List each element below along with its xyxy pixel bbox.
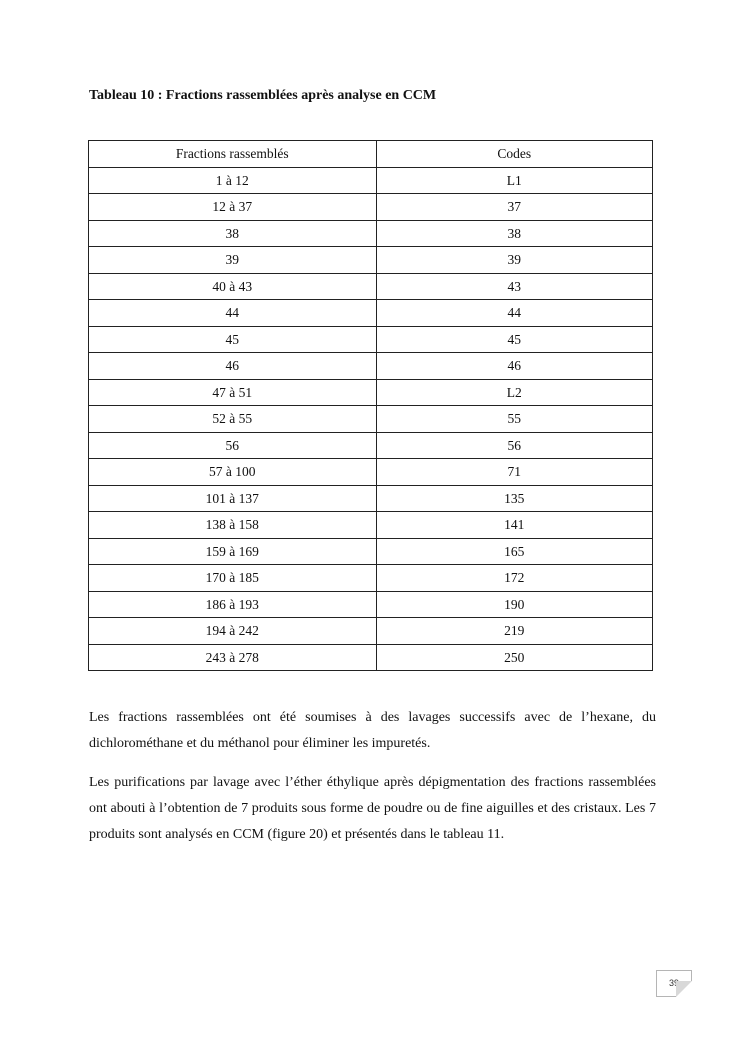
fraction-range-cell: 47 à 51	[89, 379, 377, 406]
page-number: 39	[668, 978, 679, 988]
table-row	[89, 247, 653, 274]
fraction-range-cell: 39	[89, 247, 377, 274]
fraction-range-cell: 159 à 169	[89, 538, 377, 565]
table-caption: Tableau 10 : Fractions rassemblées après analyse en CCM	[89, 88, 437, 103]
code-cell: 44	[376, 300, 653, 327]
fraction-range-cell: 38	[89, 220, 377, 247]
code-cell: 172	[376, 565, 653, 592]
fraction-range-cell: 45	[89, 326, 377, 353]
fraction-range-cell: 138 à 158	[89, 512, 377, 539]
fraction-range-cell: 46	[89, 353, 377, 380]
code-cell: 46	[376, 353, 653, 380]
code-cell: 219	[376, 618, 653, 645]
table-row	[89, 485, 653, 512]
table-row	[89, 406, 653, 433]
table-row	[89, 194, 653, 221]
table-row	[89, 565, 653, 592]
header-codes: Codes	[376, 141, 653, 168]
code-cell: 141	[376, 512, 653, 539]
paragraph-washing: Les fractions rassemblées ont été soumises à des lavages successifs avec de l’hexane, du dichlorométhane et du méthanol pour éliminer les impuretés.	[89, 710, 656, 751]
paragraph-purification: Les purifications par lavage avec l’éther éthylique après dépigmentation des fractions rassemblées ont abouti à l’obtention de 7 produits sous forme de poudre ou de fine aiguilles et des cristaux. Les 7 produits sont analysés en CCM (figure 20) et présentés dans le tableau 11.	[89, 775, 656, 842]
code-cell: 38	[376, 220, 653, 247]
table-body	[89, 167, 653, 671]
code-cell: 56	[376, 432, 653, 459]
table-row	[89, 644, 653, 671]
table-row	[89, 538, 653, 565]
table-row	[89, 432, 653, 459]
code-cell: 190	[376, 591, 653, 618]
table-row	[89, 220, 653, 247]
fraction-range-cell: 44	[89, 300, 377, 327]
page-number-box	[656, 970, 692, 997]
fraction-range-cell: 12 à 37	[89, 194, 377, 221]
table-row	[89, 326, 653, 353]
code-cell: L2	[376, 379, 653, 406]
table-row	[89, 379, 653, 406]
code-cell: 45	[376, 326, 653, 353]
code-cell: 135	[376, 485, 653, 512]
table-row	[89, 459, 653, 486]
fraction-range-cell: 101 à 137	[89, 485, 377, 512]
table-row	[89, 591, 653, 618]
code-cell: L1	[376, 167, 653, 194]
fraction-range-cell: 170 à 185	[89, 565, 377, 592]
table-row	[89, 167, 653, 194]
table-row	[89, 512, 653, 539]
header-fractions: Fractions rassemblés	[89, 141, 377, 168]
fraction-range-cell: 1 à 12	[89, 167, 377, 194]
table-row	[89, 353, 653, 380]
code-cell: 165	[376, 538, 653, 565]
code-cell: 71	[376, 459, 653, 486]
fraction-range-cell: 57 à 100	[89, 459, 377, 486]
code-cell: 43	[376, 273, 653, 300]
table-row	[89, 618, 653, 645]
fraction-range-cell: 243 à 278	[89, 644, 377, 671]
code-cell: 55	[376, 406, 653, 433]
code-cell: 39	[376, 247, 653, 274]
code-cell: 37	[376, 194, 653, 221]
fraction-range-cell: 52 à 55	[89, 406, 377, 433]
page-curl-icon	[676, 981, 692, 997]
fraction-range-cell: 40 à 43	[89, 273, 377, 300]
fractions-table	[88, 140, 653, 671]
table-row	[89, 273, 653, 300]
table-header-row	[89, 141, 653, 168]
code-cell: 250	[376, 644, 653, 671]
fraction-range-cell: 194 à 242	[89, 618, 377, 645]
table-row	[89, 300, 653, 327]
fraction-range-cell: 56	[89, 432, 377, 459]
fraction-range-cell: 186 à 193	[89, 591, 377, 618]
